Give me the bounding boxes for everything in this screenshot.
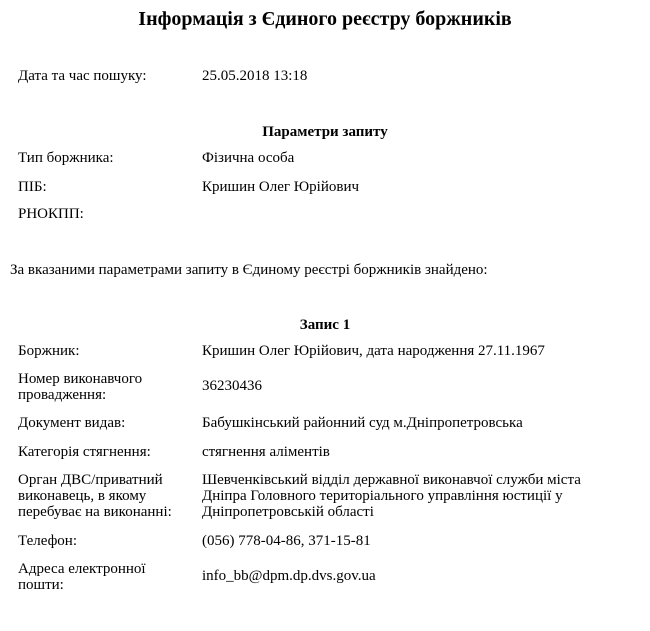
email-label-line-2: пошти: [18,577,64,593]
proceeding-number-value: 36230436 [202,378,262,394]
record-heading: Запис 1 [299,317,351,333]
debtor-type-value: Фізична особа [202,150,295,166]
enforcement-authority-label-line-2: виконавець, в якому [18,488,147,504]
email-value: info_bb@dpm.dp.dvs.gov.ua [202,568,376,584]
search-datetime-value: 25.05.2018 13:18 [202,68,308,84]
debtor-value: Кришин Олег Юрійович, дата народження 27.11.1967 [202,343,545,359]
query-params-heading: Параметри запиту [262,124,388,140]
proceeding-number-label [18,371,198,403]
enforcement-authority-value-line-2: Дніпра Головного територіального управління юстиції у [202,488,563,504]
enforcement-authority-value-line-1: Шевченківський відділ державної виконавчої служби міста [202,472,581,488]
email-label-line-1: Адреса електронної [18,561,146,577]
debtor-label: Боржник: [18,343,80,359]
document-issuer-label: Документ видав: [18,415,126,431]
document-issuer-value: Бабушкінський районний суд м.Дніпропетровська [202,415,523,431]
tax-id-label: РНОКПП: [18,206,84,222]
collection-category-value: стягнення аліментів [202,444,330,460]
enforcement-authority-value-line-3: Дніпропетровській області [202,504,374,520]
enforcement-authority-label-line-1: Орган ДВС/приватний [18,472,163,488]
phone-value: (056) 778-04-86, 371-15-81 [202,533,371,549]
enforcement-authority-label [18,472,198,520]
full-name-value: Кришин Олег Юрійович [202,179,360,195]
collection-category-label: Категорія стягнення: [18,444,151,460]
full-name-label: ПІБ: [18,179,47,195]
enforcement-authority-label-line-3: перебуває на виконанні: [18,504,172,520]
proceeding-number-label-line-2: провадження: [18,387,107,403]
phone-label: Телефон: [18,533,77,549]
debtor-type-label: Тип боржника: [18,150,114,166]
proceeding-number-label-line-1: Номер виконавчого [18,371,143,387]
email-label [18,561,198,593]
search-datetime-label: Дата та час пошуку: [18,68,147,84]
enforcement-authority-value [202,472,642,520]
search-result-summary: За вказаними параметрами запиту в Єдиному реєстрі боржників знайдено: [10,262,488,278]
page-title: Інформація з Єдиного реєстру боржників [138,8,512,30]
